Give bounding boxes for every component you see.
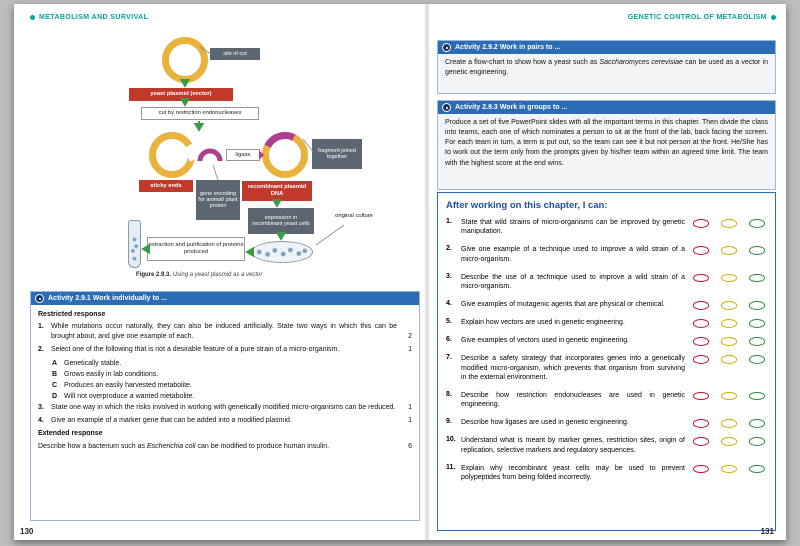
connector-lines	[200, 47, 344, 245]
label-site-of-cut: site of cut	[210, 48, 260, 60]
option-letter: A	[52, 359, 58, 367]
checklist-item-number: 3.	[446, 272, 452, 280]
activity-2-9-2-box	[437, 40, 776, 94]
extended-text-pre: Describe how a bacterium such as	[38, 442, 147, 450]
checkbox-oval-green[interactable]	[749, 465, 765, 474]
chapter-checklist-box	[437, 192, 776, 531]
question-text: Give an example of a marker gene that can be added into a modified plasmid.	[51, 417, 292, 425]
checklist-item-ovals	[693, 318, 767, 328]
checklist-item-ovals	[693, 336, 767, 346]
option-text: Will not overproduce a wanted metabolite.	[64, 392, 195, 400]
checklist-item-number: 5.	[446, 318, 452, 326]
label-yeast-plasmid: yeast plasmid (vector)	[129, 88, 233, 101]
checklist-item-text: Give examples of mutagenic agents that are physical or chemical.	[461, 301, 665, 309]
question-text: State one way in which the risks involved in working with genetically modified micro-organisms can be reduced.	[51, 404, 396, 412]
checkbox-oval-yellow[interactable]	[721, 219, 737, 228]
species-name: Escherichia coli	[146, 442, 196, 450]
checklist-item-ovals	[693, 464, 767, 483]
checkbox-oval-red[interactable]	[693, 319, 709, 328]
checkbox-oval-yellow[interactable]	[721, 355, 737, 364]
checklist-item	[446, 300, 767, 310]
checkbox-oval-yellow[interactable]	[721, 392, 737, 401]
species-name: Saccharomyces cerevisiae	[599, 59, 683, 66]
checkbox-oval-yellow[interactable]	[721, 246, 737, 255]
checklist-item	[446, 354, 767, 382]
option-d	[52, 392, 412, 402]
option-text: Genetically stable.	[64, 359, 122, 367]
ligase-arrow-icon	[259, 150, 264, 160]
activity-2-9-2-text-pre: Create a flow-chart to show how a yeast such as	[445, 59, 600, 66]
checkbox-oval-red[interactable]	[693, 355, 709, 364]
checkbox-oval-green[interactable]	[749, 274, 765, 283]
question-marks: 6	[408, 442, 412, 450]
checkbox-oval-green[interactable]	[749, 337, 765, 346]
checklist-item-ovals	[693, 391, 767, 410]
checkbox-oval-yellow[interactable]	[721, 437, 737, 446]
label-original-culture: original culture	[335, 212, 373, 219]
checklist-item-number: 4.	[446, 300, 452, 308]
question-number: 4.	[38, 417, 44, 425]
checklist-item	[446, 418, 767, 428]
diagram-arrows	[14, 4, 428, 294]
checklist-item	[446, 436, 767, 455]
activity-2-9-3-header	[438, 101, 775, 114]
checklist-item-text: Describe a safety strategy that incorporates genes into a genetically modified micro-organism, which prevents that organism from surviving in the external environment.	[461, 355, 685, 381]
checkbox-oval-yellow[interactable]	[721, 419, 737, 428]
checklist-item-number: 6.	[446, 336, 452, 344]
checklist-item-text: Describe how restriction endonucleases are used in genetic engineering.	[461, 391, 685, 409]
page-number-right: 131	[760, 527, 774, 536]
option-letter: D	[52, 392, 58, 400]
checklist-item-ovals	[693, 418, 767, 428]
extended-response-heading: Extended response	[38, 430, 103, 438]
checkbox-oval-yellow[interactable]	[721, 319, 737, 328]
checkbox-oval-red[interactable]	[693, 301, 709, 310]
question-number: 2.	[38, 346, 44, 354]
checklist-item-text: State that wild strains of micro-organisms can be improved by genetic manipulation.	[461, 219, 685, 236]
option-a	[52, 359, 412, 369]
label-expression: expression in recombinant yeast cells	[248, 208, 314, 234]
page-left	[14, 4, 428, 540]
checklist-item	[446, 245, 767, 264]
checklist-item-number: 10.	[446, 436, 456, 444]
checklist-item-ovals	[693, 273, 767, 292]
checklist-item-text: Describe the use of a technique used to improve a wild strain of a micro-organism.	[461, 273, 685, 291]
checklist-item-number: 8.	[446, 390, 452, 398]
page-right	[428, 4, 786, 540]
book-spread	[14, 4, 786, 540]
option-b	[52, 370, 412, 380]
checklist-item	[446, 391, 767, 410]
checklist-item	[446, 318, 767, 328]
question-number: 1.	[38, 323, 44, 331]
question-3	[38, 403, 412, 413]
header-bullet-icon	[771, 15, 776, 20]
page-number-left: 130	[20, 527, 34, 536]
page-fold	[424, 4, 430, 540]
activity-2-9-3-body: Produce a set of five PowerPoint slides with all the important terms in this chapter. Then divide the class into teams, each one of which nominates a person to sit at the front of the lab, back facing the screen. For each team in turn, a term is put out, so the team can see it but not person at the front. He/She has to work out the term only from the prompts given by his/her team within an agreed time limit. The team with the highest score at the end wins.	[438, 114, 775, 190]
extended-text-post: can be modified to produce human insulin.	[195, 442, 330, 450]
checklist-item-number: 2.	[446, 245, 452, 253]
checklist-item	[446, 464, 767, 483]
checklist-item-number: 11.	[446, 463, 456, 471]
activity-icon	[442, 43, 451, 52]
checklist-item-ovals	[693, 218, 767, 237]
activity-icon	[35, 294, 44, 303]
checklist-item	[446, 218, 767, 237]
checkbox-oval-red[interactable]	[693, 219, 709, 228]
checkbox-oval-red[interactable]	[693, 392, 709, 401]
checklist-item-number: 7.	[446, 354, 452, 362]
checkbox-oval-green[interactable]	[749, 355, 765, 364]
question-marks: 1	[408, 404, 412, 412]
checkbox-oval-green[interactable]	[749, 392, 765, 401]
chapter-title-right: GENETIC CONTROL OF METABOLISM	[627, 14, 767, 21]
question-marks: 1	[408, 417, 412, 425]
checkbox-oval-yellow[interactable]	[721, 301, 737, 310]
checkbox-oval-green[interactable]	[749, 246, 765, 255]
chapter-title-left: METABOLISM AND SURVIVAL	[39, 14, 149, 21]
activity-2-9-1-title: Activity 2.9.1 Work individually to ...	[48, 295, 167, 302]
checklist-item-text: Explain why recombinant yeast cells may be used to prevent polypeptides from being folded incorrectly.	[461, 464, 685, 482]
option-text: Grows easily in lab conditions.	[64, 370, 159, 378]
page-header-right	[628, 14, 776, 21]
question-marks: 2	[408, 333, 412, 341]
option-c	[52, 381, 412, 391]
label-gene-encoding: gene encoding for animal/ plant protein	[196, 180, 240, 220]
checklist-item-text: Give examples of vectors used in genetic engineering.	[461, 337, 630, 345]
question-2	[38, 345, 412, 355]
label-sticky-ends: sticky ends	[139, 180, 193, 192]
label-ligase: ligase	[226, 149, 260, 161]
checkbox-oval-yellow[interactable]	[721, 274, 737, 283]
question-text: While mutations occur naturally, they can also be induced artificially. State two ways in which this can be brought about, and give one example of each.	[51, 323, 397, 341]
checklist-item-number: 9.	[446, 418, 452, 426]
checkbox-oval-red[interactable]	[693, 419, 709, 428]
checkbox-oval-green[interactable]	[749, 419, 765, 428]
option-letter: B	[52, 370, 58, 378]
gene-fragment-arc	[200, 151, 220, 161]
extended-response-question	[38, 442, 412, 452]
activity-2-9-2-title: Activity 2.9.2 Work in pairs to ...	[455, 44, 561, 51]
flow-arrows	[143, 83, 281, 252]
activity-2-9-3-box	[437, 100, 776, 190]
checklist-item-number: 1.	[446, 218, 452, 225]
checklist-item-text: Give one example of a technique used to improve a wild strain of a micro-organism.	[461, 246, 685, 263]
question-1	[38, 322, 412, 342]
checkbox-oval-green[interactable]	[749, 219, 765, 228]
option-text: Produces an easily harvested metabolite.	[64, 381, 193, 389]
activity-icon	[442, 103, 451, 112]
question-4	[38, 416, 412, 426]
option-letter: C	[52, 381, 58, 389]
activity-2-9-2-body	[438, 54, 775, 94]
checkbox-oval-red[interactable]	[693, 246, 709, 255]
question-marks: 1	[408, 346, 412, 354]
checklist-item-ovals	[693, 354, 767, 382]
question-text: Select one of the following that is not a desirable feature of a pure strain of a micro-organism.	[51, 346, 340, 354]
checkbox-oval-yellow[interactable]	[721, 337, 737, 346]
checklist-item-text: Explain how vectors are used in genetic engineering.	[461, 319, 625, 327]
figure-caption-text: Using a yeast plasmid as a vector	[172, 272, 263, 278]
label-extraction: extraction and purification of proteins produced	[147, 237, 245, 261]
activity-2-9-1-box	[30, 291, 420, 521]
checkbox-oval-red[interactable]	[693, 465, 709, 474]
checklist-item-ovals	[693, 245, 767, 264]
label-fragment-joined: fragment joined together	[312, 139, 362, 169]
checklist-items	[446, 218, 767, 483]
activity-2-9-2-text-post: can be used as a vector in genetic engineering.	[445, 59, 768, 77]
checklist-item	[446, 273, 767, 292]
checklist-item-text: Understand what is meant by marker genes, restriction sites, origin of replication, selective markers and regulatory sequences.	[461, 437, 685, 454]
checkbox-oval-green[interactable]	[749, 301, 765, 310]
checklist-item	[446, 336, 767, 346]
checkbox-oval-green[interactable]	[749, 437, 765, 446]
checkbox-oval-red[interactable]	[693, 274, 709, 283]
question-number: 3.	[38, 404, 44, 412]
checkbox-oval-green[interactable]	[749, 319, 765, 328]
extended-response-text	[38, 442, 397, 452]
activity-2-9-2-header	[438, 41, 775, 54]
checkbox-oval-yellow[interactable]	[721, 465, 737, 474]
checklist-item-ovals	[693, 300, 767, 310]
checklist-item-ovals	[693, 436, 767, 455]
checkbox-oval-red[interactable]	[693, 337, 709, 346]
label-cut-by-endonucleases: cut by restriction endonucleases	[141, 107, 259, 120]
checklist-title: After working on this chapter, I can:	[446, 200, 608, 211]
label-recombinant-plasmid-dna: recombinant plasmid DNA	[242, 181, 312, 201]
figure-caption-label: Figure 2.9.3.	[136, 272, 172, 278]
activity-2-9-1-body	[31, 305, 419, 459]
restricted-response-heading: Restricted response	[38, 311, 106, 318]
plasmid-vector-diagram	[14, 4, 428, 294]
checkbox-oval-red[interactable]	[693, 437, 709, 446]
checklist-item-text: Describe how ligases are used in genetic engineering.	[461, 419, 629, 427]
activity-2-9-3-title: Activity 2.9.3 Work in groups to ...	[455, 104, 568, 111]
